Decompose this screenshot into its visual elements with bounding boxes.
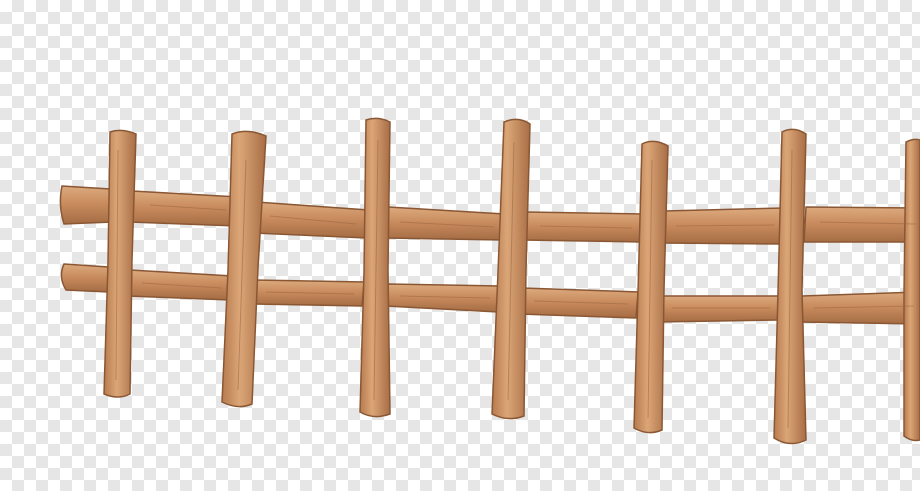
upper-rail-segment — [60, 186, 112, 224]
fence-post — [904, 139, 920, 440]
fence-post — [222, 131, 266, 406]
lower-rail-segment — [520, 288, 638, 318]
lower-rail-segment — [658, 296, 780, 322]
upper-rail-segment — [804, 207, 920, 242]
fence-post — [634, 141, 668, 432]
upper-rail-segment — [386, 207, 504, 240]
lower-rail-segment — [61, 264, 108, 292]
fence-post — [104, 130, 136, 397]
upper-rail-segment — [130, 191, 238, 226]
fence-post — [360, 118, 390, 416]
